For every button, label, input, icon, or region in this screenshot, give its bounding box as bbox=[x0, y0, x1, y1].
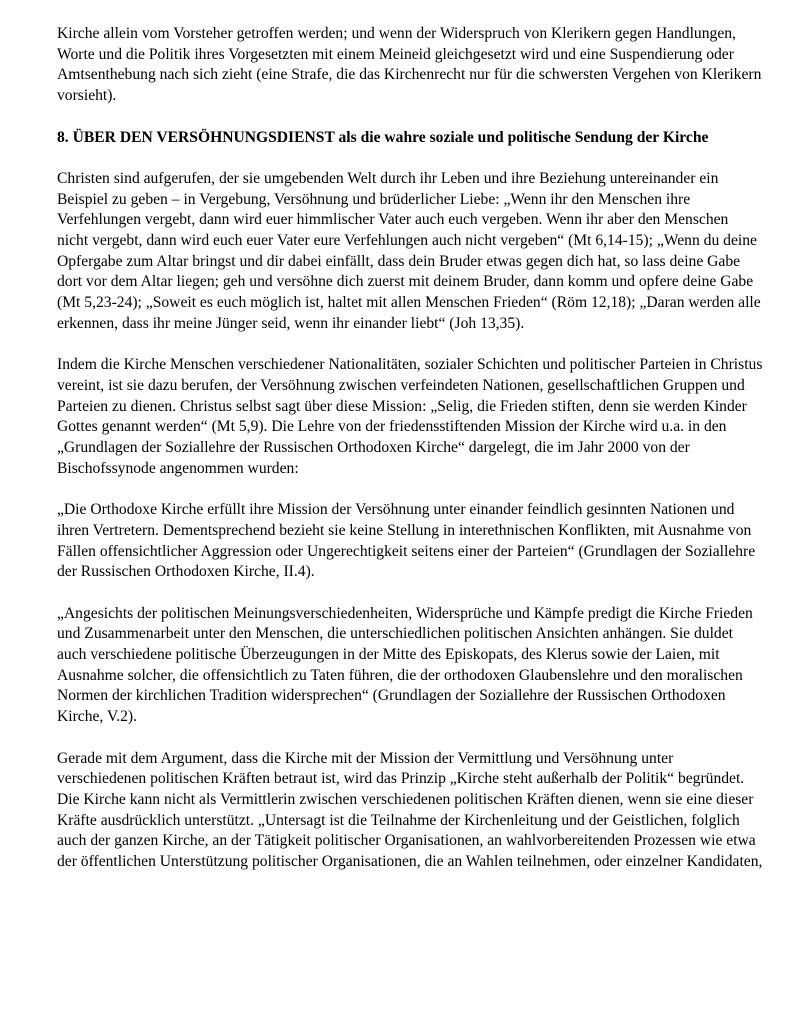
quote-reconciliation: „Die Orthodoxe Kirche erfüllt ihre Mission der Versöhnung unter einander feindlich gesinnten Nationen und ihren Vertretern. Dementsprechend bezieht sie keine Stellung in interethnischen Konflikten, mit Ausnahme von Fällen offensichtlicher Aggression oder Ungerechtigkeit seitens einer der Parteien“ (Grundlagen der Soziallehre der Russischen Orthodoxen Kirche, II.4). bbox=[57, 501, 756, 581]
document-page bbox=[57, 24, 763, 873]
section-heading: 8. ÜBER DEN VERSÖHNUNGSDIENST als die wahre soziale und politische Sendung der Kirche bbox=[57, 128, 709, 146]
quote-political-differences: „Angesichts der politischen Meinungsverschiedenheiten, Widersprüche und Kämpfe predigt die Kirche Frieden und Zusammenarbeit unter den Menschen, die unterschiedlichen politischen Ansichten anhängen. Sie duldet auch verschiedene politische Überzeugungen in der Mitte des Episkopats, des Klerus sowie der Laien, mit Ausnahme solcher, die offensichtlich zu Taten führen, die der orthodoxen Glaubenslehre und den moralischen Normen der kirchlichen Tradition widersprechen“ (Grundlagen der Soziallehre der Russischen Orthodoxen Kirche, V.2). bbox=[57, 604, 753, 726]
paragraph-outside-politics: Gerade mit dem Argument, dass die Kirche mit der Mission der Vermittlung und Versöhnung unter verschiedenen politischen Kräften betraut ist, wird das Prinzip „Kirche steht außerhalb der Politik“ begründet. Die Kirche kann nicht als Vermittlerin zwischen verschiedenen politischen Kräften dienen, wenn sie eine dieser Kräfte ausdrücklich unterstützt. „Untersagt ist die Teilnahme der Kirchenleitung und der Geistlichen, folglich auch der ganzen Kirche, an der Tätigkeit politischer Organisationen, an wahlvorbereitenden Prozessen wie etwa der öffentlichen Unterstützung politischer Organisationen, die an Wahlen teilnehmen, oder einzelner Kandidaten, bbox=[57, 749, 763, 871]
paragraph-christian-call: Christen sind aufgerufen, der sie umgebenden Welt durch ihr Leben und ihre Beziehung untereinander ein Beispiel zu geben – in Vergebung, Versöhnung und brüderlicher Liebe: „Wenn ihr den Menschen ihre Verfehlungen vergebt, dann wird euer himmlischer Vater auch euch vergeben. Wenn ihr aber den Menschen nicht vergebt, dann wird euch euer Vater eure Verfehlungen auch nicht vergeben“ (Mt 6,14-15); „Wenn du deine Opfergabe zum Altar bringst und dir dabei einfällt, dass dein Bruder etwas gegen dich hat, so lass deine Gabe dort vor dem Altar liegen; geh und versöhne dich zuerst mit deinem Bruder, dann komm und opfere deine Gabe (Mt 5,23-24); „Soweit es euch möglich ist, haltet mit allen Menschen Frieden“ (Röm 12,18); „Daran werden alle erkennen, dass ihr meine Jünger seid, wenn ihr einander liebt“ (Joh 13,35). bbox=[57, 169, 761, 332]
paragraph-intro: Kirche allein vom Vorsteher getroffen werden; und wenn der Widerspruch von Klerikern gegen Handlungen, Worte und die Politik ihres Vorgesetzten mit einem Meineid gleichgesetzt wird und eine Suspendierung oder Amtsenthebung nach sich zieht (eine Strafe, die das Kirchenrecht nur für die schwersten Vergehen von Klerikern vorsieht). bbox=[57, 25, 762, 105]
paragraph-church-mission: Indem die Kirche Menschen verschiedener Nationalitäten, sozialer Schichten und politischer Parteien in Christus vereint, ist sie dazu berufen, der Versöhnung zwischen verfeindeten Nationen, gesellschaftlichen Gruppen und Parteien zu dienen. Christus selbst sagt über diese Mission: „Selig, die Frieden stiften, denn sie werden Kinder Gottes genannt werden“ (Mt 5,9). Die Lehre von der friedensstiftenden Mission der Kirche wird u.a. in den „Grundlagen der Soziallehre der Russischen Orthodoxen Kirche“ dargelegt, die im Jahr 2000 von der Bischofssynode angenommen wurden: bbox=[57, 356, 763, 477]
